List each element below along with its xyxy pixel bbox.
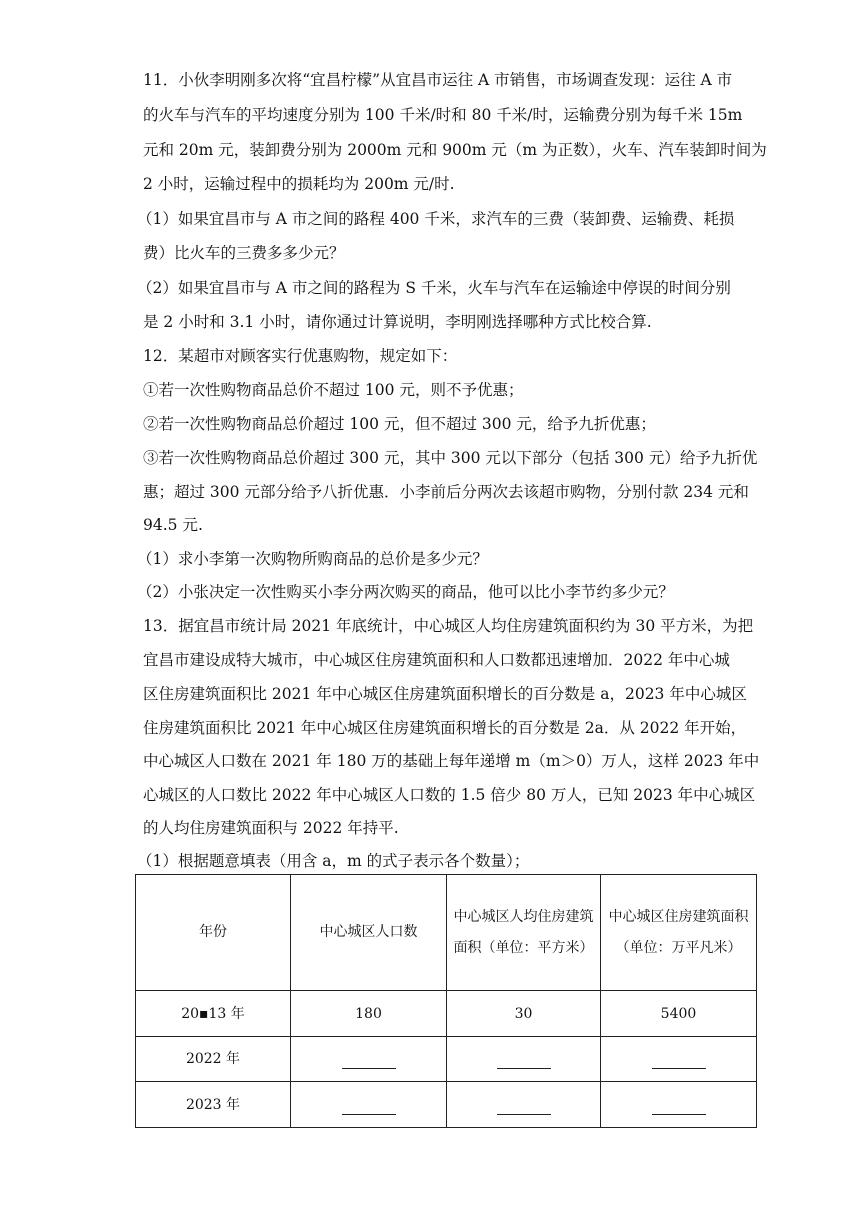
problem-11-line-1: 11．小伙李明刚多次将“宜昌柠檬”从宜昌市运往 A 市销售，市场调查发现：运往 A 市 <box>143 71 733 89</box>
problem-11-line-4: 2 小时，运输过程中的损耗均为 200m 元/时. <box>143 175 455 193</box>
answer-blank[interactable] <box>652 1056 706 1069</box>
cell-year: 20▪13 年 <box>136 991 291 1037</box>
cell-year: 2022 年 <box>136 1037 291 1082</box>
table-row <box>136 1082 757 1128</box>
table-row <box>136 991 757 1037</box>
problem-12-rule-1: ①若一次性购物商品总价不超过 100 元，则不予优惠； <box>143 381 524 399</box>
problem-11-question-1-line-2: 费）比火车的三费多多少元？ <box>143 244 345 262</box>
problem-13-line-1: 13．据宜昌市统计局 2021 年底统计，中心城区人均住房建筑面积约为 30 平方米，为把 <box>143 617 754 635</box>
problem-13-question-1: （1）根据题意填表（用含 a，m 的式子表示各个数量）； <box>137 852 530 870</box>
answer-blank[interactable] <box>652 1102 706 1115</box>
problem-12-question-2: （2）小张决定一次性购买小李分两次购买的商品，他可以比小李节约多少元？ <box>137 583 674 601</box>
header-total-area: 中心城区住房建筑面积（单位：万平凡米） <box>601 875 757 991</box>
problem-12-question-1: （1）求小李第一次购物所购商品的总价是多少元？ <box>137 550 488 568</box>
problem-11-question-2-line-2: 是 2 小时和 3.1 小时，请你通过计算说明，李明刚选择哪种方式比校合算. <box>143 313 652 331</box>
problem-13-line-5: 中心城区人口数在 2021 年 180 万的基础上每年递增 m（m＞0）万人，这样 2023 年中 <box>143 752 760 770</box>
problem-13-line-4: 住房建筑面积比 2021 年中心城区住房建筑面积增长的百分数是 2a．从 2022 年开始， <box>143 719 747 737</box>
answer-blank-cell[interactable] <box>291 1082 447 1128</box>
problem-13-line-2: 宜昌市建设成特大城市，中心城区住房建筑面积和人口数都迅速增加．2022 年中心城 <box>143 651 730 669</box>
problem-12-rule-3-line-3: 94.5 元. <box>143 516 203 534</box>
header-area-per-person: 中心城区人均住房建筑面积（单位：平方米） <box>447 875 601 991</box>
problem-11-line-3: 元和 20m 元，装卸费分别为 2000m 元和 900m 元（m 为正数），火车、汽车装卸时间为 <box>143 141 767 159</box>
problem-12-rule-3-line-2: 惠；超过 300 元部分给予八折优惠．小李前后分两次去该超市购物，分别付款 234 元和 <box>143 483 749 501</box>
answer-blank[interactable] <box>342 1056 396 1069</box>
problem-11-question-1-line-1: （1）如果宜昌市与 A 市之间的路程 400 千米，求汽车的三费（装卸费、运输费、耗损 <box>137 210 735 228</box>
answer-blank-cell[interactable] <box>447 1082 601 1128</box>
answer-blank-cell[interactable] <box>601 1037 757 1082</box>
cell-area-per-person: 30 <box>447 991 601 1037</box>
header-population: 中心城区人口数 <box>291 875 447 991</box>
problem-12-rule-2: ②若一次性购物商品总价超过 100 元，但不超过 300 元，给予九折优惠； <box>143 415 656 433</box>
answer-blank[interactable] <box>497 1056 551 1069</box>
fill-in-table <box>135 874 757 1128</box>
cell-total-area: 5400 <box>601 991 757 1037</box>
problem-12-line-1: 12．某超市对顾客实行优惠购物，规定如下： <box>143 347 458 365</box>
problem-11-question-2-line-1: （2）如果宜昌市与 A 市之间的路程为 S 千米，火车与汽车在运输途中停误的时间分别 <box>137 279 731 297</box>
table-header-row <box>136 875 757 991</box>
cell-year: 2023 年 <box>136 1082 291 1128</box>
problem-11-line-2: 的火车与汽车的平均速度分别为 100 千米/时和 80 千米/时，运输费分别为每千米 15m <box>143 106 743 124</box>
cell-population: 180 <box>291 991 447 1037</box>
answer-blank[interactable] <box>497 1102 551 1115</box>
header-year: 年份 <box>136 875 291 991</box>
problem-13-line-3: 区住房建筑面积比 2021 年中心城区住房建筑面积增长的百分数是 a，2023 年中心城区 <box>143 685 747 703</box>
problem-13-line-6: 心城区的人口数比 2022 年中心城区人口数的 1.5 倍少 80 万人，已知 2023 年中心城区 <box>143 786 756 804</box>
answer-blank-cell[interactable] <box>447 1037 601 1082</box>
problem-13-line-7: 的人均住房建筑面积与 2022 年持平. <box>143 819 399 837</box>
table-row <box>136 1037 757 1082</box>
answer-blank[interactable] <box>342 1102 396 1115</box>
answer-blank-cell[interactable] <box>291 1037 447 1082</box>
answer-blank-cell[interactable] <box>601 1082 757 1128</box>
problem-12-rule-3-line-1: ③若一次性购物商品总价超过 300 元，其中 300 元以下部分（包括 300 元）给予九折优 <box>143 449 758 467</box>
